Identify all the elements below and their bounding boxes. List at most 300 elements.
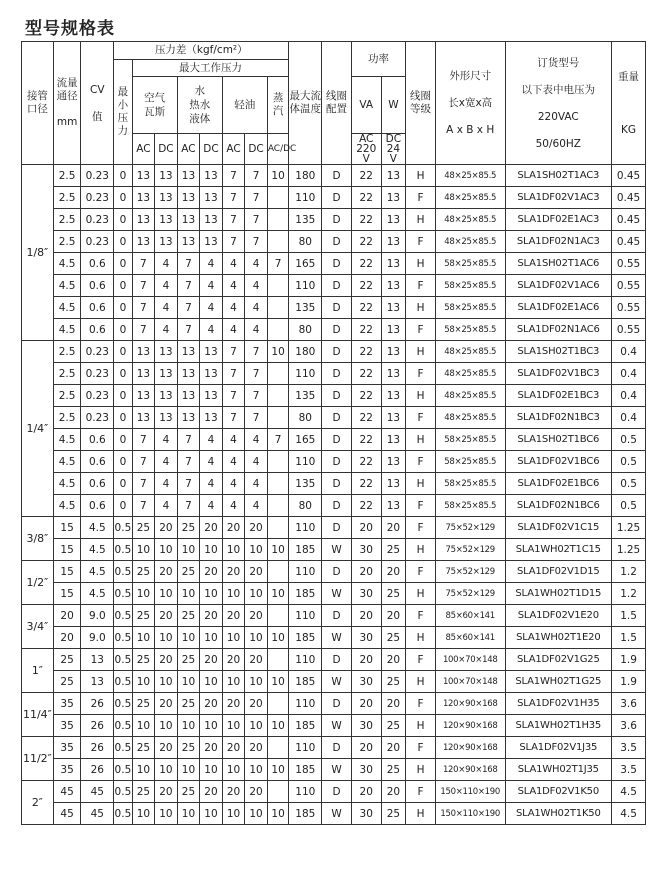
cell-dimensions: 48×25×85.5 [435, 385, 505, 407]
table-row [22, 605, 646, 627]
cell-oil-dc: 4 [245, 451, 268, 473]
cell-va: 20 [351, 605, 381, 627]
cell-coil-grade: F [406, 649, 436, 671]
cell-oil-ac: 10 [222, 539, 245, 561]
cell-coil-grade: F [406, 495, 436, 517]
cell-air-dc: 4 [155, 451, 178, 473]
cell-max-temp: 110 [289, 275, 322, 297]
cell-w: 13 [381, 451, 406, 473]
cell-flow: 2.5 [53, 165, 81, 187]
cell-coil-grade: F [406, 737, 436, 759]
cell-cv: 4.5 [81, 561, 114, 583]
cell-w: 25 [381, 539, 406, 561]
cell-cv: 0.23 [81, 407, 114, 429]
cell-cv: 9.0 [81, 627, 114, 649]
cell-va: 22 [351, 275, 381, 297]
cell-max-temp: 185 [289, 759, 322, 781]
cell-max-temp: 165 [289, 429, 322, 451]
cell-va: 30 [351, 671, 381, 693]
cell-weight: 0.4 [612, 407, 646, 429]
cell-air-ac: 7 [132, 429, 155, 451]
cell-coil-grade: H [406, 297, 436, 319]
cell-min-pressure: 0.5 [114, 649, 132, 671]
cell-weight: 0.4 [612, 363, 646, 385]
header-water-ac: AC [177, 134, 200, 165]
cell-oil-dc: 4 [245, 253, 268, 275]
cell-flow: 35 [53, 693, 81, 715]
cell-flow: 15 [53, 561, 81, 583]
header-ac220: AC 220 V [351, 134, 381, 165]
cell-order-model: SLA1WH02T1K50 [505, 803, 612, 825]
cell-air-dc: 4 [155, 495, 178, 517]
table-row [22, 517, 646, 539]
cell-weight: 0.55 [612, 319, 646, 341]
cell-steam [267, 363, 289, 385]
cell-weight: 3.5 [612, 737, 646, 759]
cell-weight: 0.4 [612, 341, 646, 363]
cell-water-dc: 13 [200, 341, 223, 363]
cell-max-temp: 135 [289, 473, 322, 495]
cell-dimensions: 100×70×148 [435, 671, 505, 693]
cell-flow: 20 [53, 605, 81, 627]
cell-w: 20 [381, 561, 406, 583]
cell-coil-grade: F [406, 187, 436, 209]
cell-air-dc: 10 [155, 627, 178, 649]
cell-water-ac: 25 [177, 561, 200, 583]
cell-water-dc: 13 [200, 363, 223, 385]
cell-va: 20 [351, 517, 381, 539]
table-row [22, 363, 646, 385]
cell-cv: 13 [81, 649, 114, 671]
cell-cv: 9.0 [81, 605, 114, 627]
cell-max-temp: 185 [289, 803, 322, 825]
cell-w: 13 [381, 231, 406, 253]
cell-steam [267, 275, 289, 297]
cell-air-ac: 7 [132, 451, 155, 473]
cell-water-dc: 13 [200, 187, 223, 209]
cell-water-ac: 13 [177, 363, 200, 385]
cell-water-dc: 20 [200, 561, 223, 583]
cell-air-ac: 25 [132, 781, 155, 803]
cell-min-pressure: 0.5 [114, 803, 132, 825]
cell-weight: 0.5 [612, 429, 646, 451]
header-dc24: DC 24 V [381, 134, 406, 165]
cell-water-ac: 7 [177, 297, 200, 319]
cell-water-ac: 10 [177, 671, 200, 693]
table-row [22, 275, 646, 297]
table-row [22, 781, 646, 803]
cell-order-model: SLA1DF02V1E20 [505, 605, 612, 627]
cell-order-model: SLA1WH02T1H35 [505, 715, 612, 737]
cell-flow: 25 [53, 649, 81, 671]
cell-air-dc: 13 [155, 341, 178, 363]
cell-water-dc: 4 [200, 451, 223, 473]
cell-order-model: SLA1DF02E1BC6 [505, 473, 612, 495]
cell-cv: 0.23 [81, 187, 114, 209]
cell-steam [267, 495, 289, 517]
cell-min-pressure: 0 [114, 473, 132, 495]
cell-water-dc: 13 [200, 407, 223, 429]
cell-va: 22 [351, 385, 381, 407]
cell-order-model: SLA1DF02E1BC3 [505, 385, 612, 407]
cell-w: 25 [381, 803, 406, 825]
cell-order-model: SLA1SH02T1BC6 [505, 429, 612, 451]
cell-water-dc: 4 [200, 473, 223, 495]
cell-va: 30 [351, 583, 381, 605]
cell-water-dc: 20 [200, 605, 223, 627]
cell-coil-grade: F [406, 693, 436, 715]
cell-max-temp: 185 [289, 715, 322, 737]
cell-coil-cfg: D [322, 275, 352, 297]
cell-oil-dc: 4 [245, 495, 268, 517]
cell-air-dc: 20 [155, 693, 178, 715]
cell-steam [267, 517, 289, 539]
cell-order-model: SLA1DF02V1H35 [505, 693, 612, 715]
cell-order-model: SLA1DF02N1BC6 [505, 495, 612, 517]
cell-order-model: SLA1DF02V1D15 [505, 561, 612, 583]
cell-coil-grade: F [406, 275, 436, 297]
header-power: 功率 [351, 42, 405, 77]
cell-steam: 10 [267, 803, 289, 825]
cell-w: 13 [381, 165, 406, 187]
cell-coil-cfg: W [322, 759, 352, 781]
cell-oil-dc: 7 [245, 165, 268, 187]
cell-steam: 10 [267, 671, 289, 693]
cell-flow: 4.5 [53, 253, 81, 275]
cell-oil-dc: 20 [245, 649, 268, 671]
cell-steam [267, 605, 289, 627]
header-va: VA [351, 77, 381, 134]
cell-water-ac: 13 [177, 187, 200, 209]
cell-max-temp: 110 [289, 517, 322, 539]
cell-flow: 35 [53, 715, 81, 737]
cell-air-ac: 13 [132, 231, 155, 253]
cell-air-ac: 13 [132, 209, 155, 231]
header-air-ac: AC [132, 134, 155, 165]
table-header [22, 42, 646, 165]
cell-air-ac: 10 [132, 539, 155, 561]
cell-coil-cfg: D [322, 319, 352, 341]
cell-dimensions: 150×110×190 [435, 781, 505, 803]
cell-w: 25 [381, 715, 406, 737]
cell-w: 25 [381, 759, 406, 781]
cell-weight: 1.25 [612, 517, 646, 539]
cell-air-ac: 7 [132, 473, 155, 495]
cell-va: 30 [351, 627, 381, 649]
cell-oil-ac: 10 [222, 671, 245, 693]
cell-dimensions: 150×110×190 [435, 803, 505, 825]
cell-air-dc: 10 [155, 583, 178, 605]
cell-water-dc: 10 [200, 627, 223, 649]
cell-air-dc: 10 [155, 671, 178, 693]
cell-coil-grade: H [406, 627, 436, 649]
cell-cv: 0.6 [81, 275, 114, 297]
cell-air-ac: 25 [132, 737, 155, 759]
cell-dimensions: 58×25×85.5 [435, 473, 505, 495]
table-row [22, 429, 646, 451]
cell-water-dc: 4 [200, 319, 223, 341]
cell-min-pressure: 0 [114, 187, 132, 209]
header-dimensions: 外形尺寸 长x宽x高 A x B x H [435, 42, 505, 165]
cell-pipe: 1/2″ [22, 561, 54, 605]
cell-coil-grade: F [406, 605, 436, 627]
cell-air-ac: 10 [132, 627, 155, 649]
cell-water-ac: 13 [177, 385, 200, 407]
cell-flow: 2.5 [53, 363, 81, 385]
cell-weight: 3.6 [612, 715, 646, 737]
cell-cv: 4.5 [81, 517, 114, 539]
cell-w: 13 [381, 319, 406, 341]
cell-order-model: SLA1WH02T1J35 [505, 759, 612, 781]
cell-water-ac: 25 [177, 605, 200, 627]
cell-cv: 26 [81, 759, 114, 781]
cell-max-temp: 80 [289, 495, 322, 517]
cell-steam [267, 561, 289, 583]
cell-order-model: SLA1DF02E1AC3 [505, 209, 612, 231]
cell-water-ac: 25 [177, 781, 200, 803]
cell-pipe: 1/4″ [22, 341, 54, 517]
cell-air-ac: 7 [132, 319, 155, 341]
cell-pipe: 1/8″ [22, 165, 54, 341]
cell-flow: 4.5 [53, 275, 81, 297]
cell-min-pressure: 0.5 [114, 759, 132, 781]
cell-oil-ac: 4 [222, 473, 245, 495]
cell-min-pressure: 0.5 [114, 561, 132, 583]
cell-water-dc: 13 [200, 165, 223, 187]
cell-max-temp: 110 [289, 187, 322, 209]
cell-oil-dc: 10 [245, 539, 268, 561]
cell-coil-cfg: D [322, 187, 352, 209]
table-row [22, 385, 646, 407]
cell-va: 20 [351, 737, 381, 759]
cell-steam: 10 [267, 539, 289, 561]
cell-steam [267, 319, 289, 341]
table-row [22, 319, 646, 341]
cell-air-dc: 13 [155, 209, 178, 231]
cell-flow: 4.5 [53, 319, 81, 341]
table-row [22, 341, 646, 363]
cell-flow: 45 [53, 803, 81, 825]
cell-oil-dc: 7 [245, 209, 268, 231]
cell-oil-dc: 7 [245, 363, 268, 385]
cell-cv: 0.6 [81, 429, 114, 451]
cell-water-dc: 10 [200, 803, 223, 825]
cell-coil-grade: H [406, 165, 436, 187]
cell-pipe: 3/8″ [22, 517, 54, 561]
cell-min-pressure: 0 [114, 429, 132, 451]
cell-va: 20 [351, 693, 381, 715]
cell-water-ac: 10 [177, 539, 200, 561]
cell-steam [267, 209, 289, 231]
cell-min-pressure: 0 [114, 341, 132, 363]
cell-coil-cfg: D [322, 517, 352, 539]
cell-weight: 3.5 [612, 759, 646, 781]
header-cv: CV 值 [81, 42, 114, 165]
cell-order-model: SLA1DF02V1G25 [505, 649, 612, 671]
cell-dimensions: 120×90×168 [435, 759, 505, 781]
cell-water-ac: 25 [177, 517, 200, 539]
cell-air-dc: 4 [155, 429, 178, 451]
cell-cv: 0.6 [81, 495, 114, 517]
cell-max-temp: 110 [289, 605, 322, 627]
cell-va: 22 [351, 495, 381, 517]
cell-oil-dc: 20 [245, 517, 268, 539]
cell-min-pressure: 0.5 [114, 539, 132, 561]
header-order-model: 订货型号 以下表中电压为 220VAC 50/60HZ [505, 42, 612, 165]
header-oil-ac: AC [222, 134, 245, 165]
cell-oil-ac: 4 [222, 429, 245, 451]
cell-order-model: SLA1DF02V1J35 [505, 737, 612, 759]
cell-oil-dc: 20 [245, 561, 268, 583]
cell-coil-cfg: D [322, 165, 352, 187]
cell-coil-grade: H [406, 385, 436, 407]
cell-dimensions: 85×60×141 [435, 627, 505, 649]
header-water: 水 热水 液体 [177, 77, 222, 134]
cell-steam [267, 297, 289, 319]
cell-flow: 20 [53, 627, 81, 649]
cell-min-pressure: 0 [114, 385, 132, 407]
cell-water-dc: 13 [200, 209, 223, 231]
cell-cv: 4.5 [81, 583, 114, 605]
cell-air-ac: 13 [132, 341, 155, 363]
cell-oil-ac: 20 [222, 561, 245, 583]
cell-oil-ac: 4 [222, 253, 245, 275]
cell-flow: 2.5 [53, 385, 81, 407]
cell-cv: 26 [81, 715, 114, 737]
cell-water-dc: 4 [200, 275, 223, 297]
cell-steam: 10 [267, 165, 289, 187]
cell-air-dc: 10 [155, 759, 178, 781]
spec-table [21, 41, 646, 825]
cell-dimensions: 58×25×85.5 [435, 495, 505, 517]
cell-va: 22 [351, 209, 381, 231]
cell-min-pressure: 0.5 [114, 737, 132, 759]
cell-flow: 45 [53, 781, 81, 803]
cell-water-dc: 20 [200, 781, 223, 803]
cell-oil-ac: 10 [222, 583, 245, 605]
header-pressure-diff: 压力差（kgf/cm²） [114, 42, 289, 60]
cell-max-temp: 180 [289, 165, 322, 187]
cell-max-temp: 165 [289, 253, 322, 275]
cell-flow: 2.5 [53, 341, 81, 363]
cell-weight: 1.2 [612, 583, 646, 605]
cell-dimensions: 48×25×85.5 [435, 341, 505, 363]
cell-water-ac: 7 [177, 495, 200, 517]
cell-coil-grade: F [406, 319, 436, 341]
cell-oil-dc: 20 [245, 781, 268, 803]
cell-steam [267, 781, 289, 803]
cell-cv: 26 [81, 737, 114, 759]
cell-oil-dc: 20 [245, 693, 268, 715]
cell-oil-dc: 10 [245, 715, 268, 737]
cell-dimensions: 75×52×129 [435, 517, 505, 539]
cell-min-pressure: 0.5 [114, 583, 132, 605]
page-title: 型号规格表 [25, 19, 115, 39]
cell-oil-dc: 7 [245, 407, 268, 429]
cell-flow: 15 [53, 517, 81, 539]
cell-coil-grade: H [406, 539, 436, 561]
table-body [22, 165, 646, 825]
cell-coil-grade: F [406, 517, 436, 539]
cell-coil-cfg: D [322, 385, 352, 407]
cell-water-ac: 7 [177, 451, 200, 473]
cell-water-dc: 10 [200, 539, 223, 561]
cell-order-model: SLA1DF02E1AC6 [505, 297, 612, 319]
table-row [22, 561, 646, 583]
cell-air-ac: 25 [132, 605, 155, 627]
cell-air-dc: 10 [155, 715, 178, 737]
cell-min-pressure: 0 [114, 495, 132, 517]
cell-va: 22 [351, 319, 381, 341]
cell-air-dc: 13 [155, 187, 178, 209]
cell-air-ac: 10 [132, 759, 155, 781]
cell-air-dc: 20 [155, 737, 178, 759]
cell-oil-ac: 20 [222, 737, 245, 759]
cell-air-dc: 4 [155, 275, 178, 297]
cell-order-model: SLA1SH02T1BC3 [505, 341, 612, 363]
cell-dimensions: 85×60×141 [435, 605, 505, 627]
cell-weight: 0.55 [612, 275, 646, 297]
cell-w: 13 [381, 495, 406, 517]
cell-w: 20 [381, 737, 406, 759]
cell-flow: 2.5 [53, 209, 81, 231]
cell-cv: 45 [81, 803, 114, 825]
cell-coil-cfg: W [322, 539, 352, 561]
cell-weight: 3.6 [612, 693, 646, 715]
cell-oil-dc: 10 [245, 583, 268, 605]
cell-water-dc: 20 [200, 517, 223, 539]
header-w: W [381, 77, 406, 134]
cell-va: 22 [351, 451, 381, 473]
cell-pipe: 11/4″ [22, 693, 54, 737]
cell-oil-ac: 4 [222, 451, 245, 473]
cell-w: 20 [381, 649, 406, 671]
cell-water-dc: 10 [200, 759, 223, 781]
cell-min-pressure: 0.5 [114, 781, 132, 803]
table-row [22, 803, 646, 825]
cell-steam [267, 407, 289, 429]
cell-weight: 4.5 [612, 803, 646, 825]
cell-min-pressure: 0 [114, 165, 132, 187]
cell-cv: 0.23 [81, 363, 114, 385]
header-steam-acdc: AC/DC [267, 134, 289, 165]
cell-w: 25 [381, 627, 406, 649]
header-flow: 流量通径 mm [53, 42, 81, 165]
cell-flow: 2.5 [53, 231, 81, 253]
cell-w: 13 [381, 253, 406, 275]
cell-coil-cfg: D [322, 231, 352, 253]
cell-air-dc: 4 [155, 297, 178, 319]
cell-air-dc: 10 [155, 539, 178, 561]
cell-va: 30 [351, 759, 381, 781]
cell-oil-ac: 4 [222, 297, 245, 319]
table-row [22, 297, 646, 319]
cell-min-pressure: 0 [114, 451, 132, 473]
cell-flow: 4.5 [53, 495, 81, 517]
cell-va: 30 [351, 539, 381, 561]
cell-air-ac: 7 [132, 297, 155, 319]
cell-coil-cfg: D [322, 209, 352, 231]
cell-order-model: SLA1DF02N1AC3 [505, 231, 612, 253]
cell-coil-cfg: W [322, 803, 352, 825]
cell-order-model: SLA1DF02N1AC6 [505, 319, 612, 341]
header-water-dc: DC [200, 134, 223, 165]
cell-va: 20 [351, 781, 381, 803]
cell-air-dc: 4 [155, 473, 178, 495]
cell-coil-cfg: D [322, 781, 352, 803]
cell-w: 13 [381, 341, 406, 363]
cell-water-dc: 4 [200, 297, 223, 319]
